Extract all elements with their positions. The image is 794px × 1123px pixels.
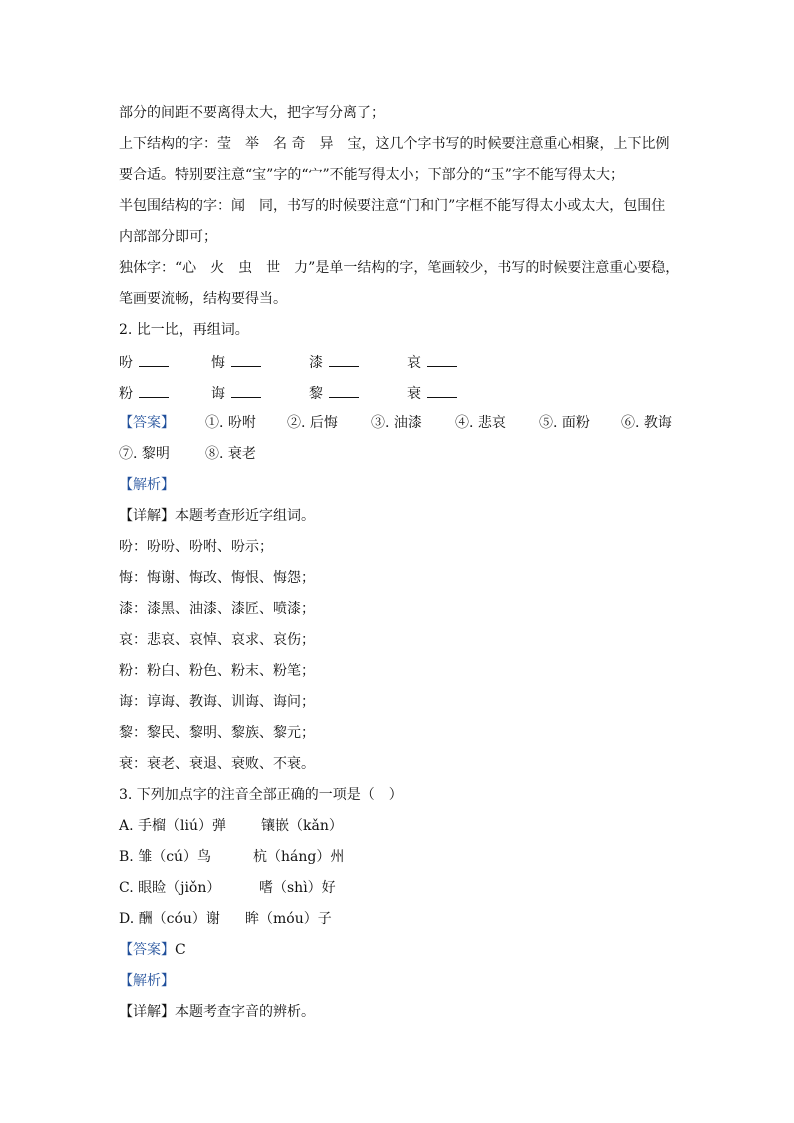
compare-row-1 [119, 351, 704, 371]
text-line: 内部部分即可； [119, 229, 217, 245]
answer-item: ⑤. 面粉 [539, 415, 590, 431]
answer-blank [427, 351, 457, 367]
word-list-item: 悔：悔谢、悔改、悔恨、悔怨； [119, 570, 315, 586]
option-c [119, 878, 704, 898]
q2-answer-line-2 [119, 444, 704, 464]
char: 粉 [119, 386, 133, 402]
answer-item: ②. 后悔 [287, 415, 338, 431]
answer-blank [231, 382, 261, 398]
answer-item: ⑦. 黎明 [119, 446, 170, 462]
answer-blank [427, 382, 457, 398]
text-line: 笔画要流畅，结构要得当。 [119, 291, 287, 307]
answer-blank [139, 351, 169, 367]
answer-value: C [175, 942, 186, 958]
char: 悔 [211, 355, 225, 371]
text-line: 独体字：“心 火 虫 世 力”是单一结构的字，笔画较少，书写的时候要注意重心要稳， [119, 260, 680, 276]
q2-answer-line [119, 413, 704, 433]
option-part: 杭（háng）州 [253, 849, 345, 865]
option-d [119, 909, 704, 929]
char: 黎 [309, 386, 323, 402]
text-line: 要合适。特别要注意“宝”字的“宀”不能写得太小；下部分的“玉”字不能写得太大； [119, 167, 624, 183]
detail-line: 【详解】本题考查字音的辨析。 [119, 1004, 315, 1020]
word-list-item: 吩：吩吩、吩咐、吩示； [119, 539, 273, 555]
answer-blank [329, 382, 359, 398]
char: 漆 [309, 355, 323, 371]
char: 吩 [119, 355, 133, 371]
analysis-tag: 【解析】 [119, 973, 175, 989]
word-list-item: 衰：衰老、衰退、衰败、不衰。 [119, 756, 315, 772]
answer-blank [329, 351, 359, 367]
question-3-title: 3. 下列加点字的注音全部正确的一项是（ ） [119, 787, 403, 803]
word-list-item: 诲：谆诲、教诲、训诲、诲问； [119, 694, 315, 710]
answer-blank [139, 382, 169, 398]
char: 哀 [407, 355, 421, 371]
word-list-item: 漆：漆黑、油漆、漆匠、喷漆； [119, 601, 315, 617]
question-2-title: 2. 比一比，再组词。 [119, 322, 249, 338]
option-part: 镶嵌（kǎn） [261, 818, 343, 834]
answer-item: ①. 吩咐 [205, 415, 256, 431]
text-line: 半包围结构的字：闻 同，书写的时候要注意“门和门”字框不能写得太小或太大，包围住 [119, 198, 666, 214]
option-a [119, 816, 704, 836]
option-part: 眸（móu）子 [245, 911, 332, 927]
text-line: 上下结构的字：莹 举 名 奇 异 宝，这几个字书写的时候要注意重心相聚，上下比例 [119, 136, 670, 152]
answer-item: ④. 悲哀 [455, 415, 506, 431]
compare-row-2 [119, 382, 704, 402]
q3-answer-line [119, 940, 704, 960]
analysis-tag: 【解析】 [119, 477, 175, 493]
option-part: D. 酬（cóu）谢 [119, 911, 220, 927]
option-part: 嗜（shì）好 [259, 880, 336, 896]
answer-blank [231, 351, 261, 367]
word-list-item: 哀：悲哀、哀悼、哀求、哀伤； [119, 632, 315, 648]
char: 衰 [407, 386, 421, 402]
answer-item: ⑧. 衰老 [205, 446, 256, 462]
word-list-item: 粉：粉白、粉色、粉末、粉笔； [119, 663, 315, 679]
answer-tag: 【答案】 [119, 415, 175, 431]
option-part: B. 雏（cú）鸟 [119, 849, 212, 865]
answer-item: ③. 油漆 [371, 415, 422, 431]
option-part: C. 眼睑（jiǒn） [119, 880, 221, 896]
word-list-item: 黎：黎民、黎明、黎族、黎元； [119, 725, 315, 741]
detail-line: 【详解】本题考查形近字组词。 [119, 508, 315, 524]
option-part: A. 手榴（liú）弹 [119, 818, 226, 834]
option-b [119, 847, 704, 867]
char: 诲 [211, 386, 225, 402]
text-line: 部分的间距不要离得太大，把字写分离了； [119, 105, 385, 121]
answer-item: ⑥. 教诲 [621, 415, 672, 431]
answer-tag: 【答案】 [119, 942, 175, 958]
